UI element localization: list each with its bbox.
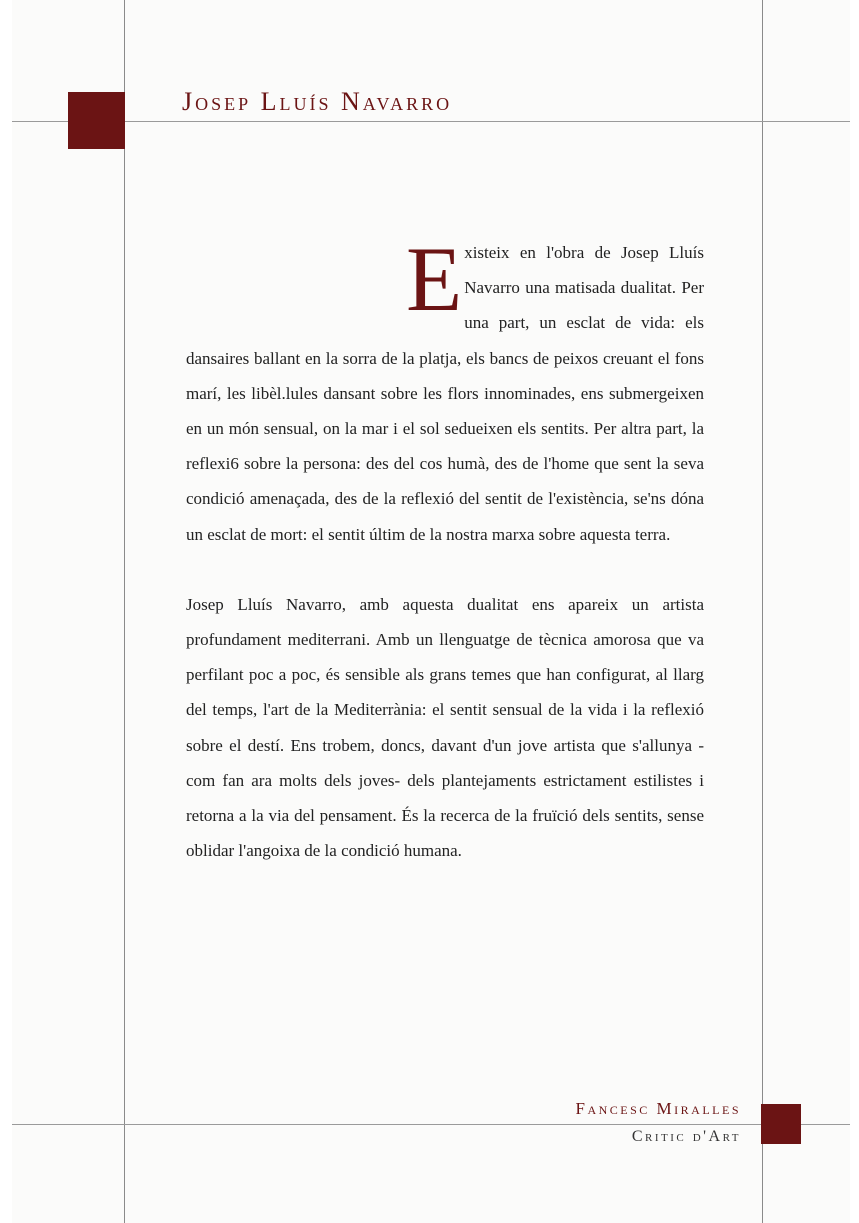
- left-margin-rule: [124, 0, 125, 1223]
- signature-block: [576, 1095, 742, 1151]
- bottom-accent-square: [761, 1104, 801, 1144]
- article-body: [186, 228, 704, 868]
- top-accent-square: [68, 92, 125, 149]
- top-horizontal-rule: [12, 121, 850, 122]
- signature-name: Fancesc Miralles: [575, 1099, 741, 1118]
- article-paragraph-1: [186, 228, 704, 552]
- signature-role: Critic d'Art: [631, 1128, 741, 1145]
- page-title: Josep Lluís Navarro: [182, 87, 453, 116]
- drop-cap: E: [406, 228, 463, 330]
- right-margin-rule: [762, 0, 763, 1223]
- article-paragraph-2: Josep Lluís Navarro, amb aquesta dualitat ens apareix un artista profundament mediterrani. Amb un llenguatge de tècnica amorosa que va perfilant poc a poc, és sensible als grans temes que han configurat, al llarg del temps, l'art de la Mediterrània: el sentit sensual de la vida i la reflexió sobre el destí. Ens trobem, doncs, davant d'un jove artista que s'allunya -com fan ara molts dels joves- dels plantejaments estrictament estilistes i retorna a la via del pensament. És la recerca de la fruïció dels sentits, sense oblidar l'angoixa de la condició humana.: [186, 594, 704, 861]
- paragraph-1-text: xisteix en l'obra de Josep Lluís Navarro una matisada dualitat. Per una part, un esclat de vida: els dansaires ballant en la sorra de la platja, els bancs de peixos creuant el fons marí, les libèl.lules dansant sobre les flors innominades, ens submergeixen en un món sensual, on la mar i el sol sedueixen els sentits. Per altra part, la reflexi6 sobre la persona: des del cos humà, des de l'home que sent la seva condició amenaçada, des de la reflexió del sentit de l'existència, se'ns dóna un esclat de mort: el sentit últim de la nostra marxa sobre aquesta terra.: [186, 243, 704, 544]
